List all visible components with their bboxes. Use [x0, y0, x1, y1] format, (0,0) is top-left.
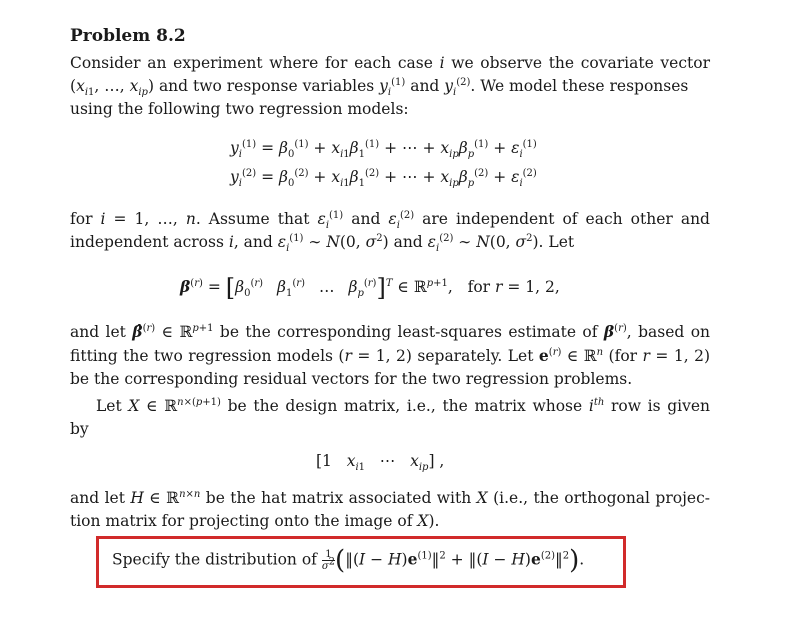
- equation-model-2: $y_i^{(2)} = \beta_0^{(2)} + x_{i1}\beta_1^{(2)}$ + ⋯ + $x_{ip}\beta_p^{(2)} + \varepsilon_i^{(2)}$: [230, 167, 537, 190]
- lsq-line-2: fitting the two regression models (r = 1, 2) separately. Let $e^{(r)}$ ∈ ℝ$^n$ (for r = 1, 2): [70, 346, 711, 365]
- hat-line-2: tion matrix for projecting onto the image of X).: [70, 512, 440, 530]
- equation-model-1: $y_i^{(1)} = \beta_0^{(1)} + x_{i1}\beta_1^{(1)}$ + ⋯ + $x_{ip}\beta_p^{(1)} + \varepsilon_i^{(1)}$: [230, 138, 537, 161]
- assumption-line-2: independent across i, and $\varepsilon_i^{(1)}$ ∼ N(0, $\sigma^2$) and $\varepsilon_i^{(2)}$ ∼ N(0, $\sigma^2$). Let: [70, 232, 575, 255]
- design-row-vector: [1 $x_{i1}$ ⋯ $x_{ip}$] ,: [316, 452, 445, 474]
- fraction-one-over-sigma-squared: $\frac{1}{\sigma^2}$: [321, 549, 336, 572]
- lsq-line-3: be the corresponding residual vectors for the two regression problems.: [70, 370, 633, 388]
- intro-line-3: using the following two regression models:: [70, 100, 409, 118]
- problem-title: Problem 8.2: [70, 26, 186, 46]
- design-paragraph: [70, 395, 710, 441]
- assumption-line-1: for i = 1, …, n. Assume that $\varepsilon_i^{(1)}$ and $\varepsilon_i^{(2)}$ are independent of each other and: [70, 209, 710, 232]
- least-squares-paragraph: [70, 320, 710, 391]
- question-text: Specify the distribution of $\frac{1}{\sigma^2}$ (‖(I − $H)e^{(1)}‖^2$ + ‖(I − $H)e^{(2)}‖^2$).: [112, 545, 585, 576]
- lsq-line-1: and let β̂$^{(r)}$ ∈ ℝ$^{p+1}$ be the corresponding least-squares estimate of $\beta^{(r)}$, based on: [70, 322, 711, 341]
- intro-line-2: ($x_{i1}$, …, $x_{ip}$) and two response variables $y_i^{(1)}$ and $y_i^{(2)}$. We model these responses: [70, 76, 689, 99]
- design-line-1: Let X ∈ ℝ$^{n\times(p+1)}$ be the design matrix, i.e., the matrix whose $i^{th}$ row is given: [96, 396, 711, 415]
- hat-line-1: and let H ∈ ℝ$^{n\times n}$ be the hat matrix associated with X (i.e., the orthogonal projec-: [70, 488, 710, 507]
- hat-matrix-paragraph: [70, 487, 710, 533]
- beta-definition: $\beta^{(r)} = [\beta_0^{(r)}$ $\beta_1^{(r)}$ … $\beta_p^{(r)}]^T$ ∈ ℝ$^{p+1}$, for r = 1, 2,: [180, 274, 560, 302]
- assumption-paragraph: [70, 208, 710, 254]
- intro-line-1: Consider an experiment where for each case i we observe the covariate vector: [70, 54, 711, 72]
- intro-paragraph: [70, 52, 710, 121]
- design-line-2: by: [70, 420, 89, 438]
